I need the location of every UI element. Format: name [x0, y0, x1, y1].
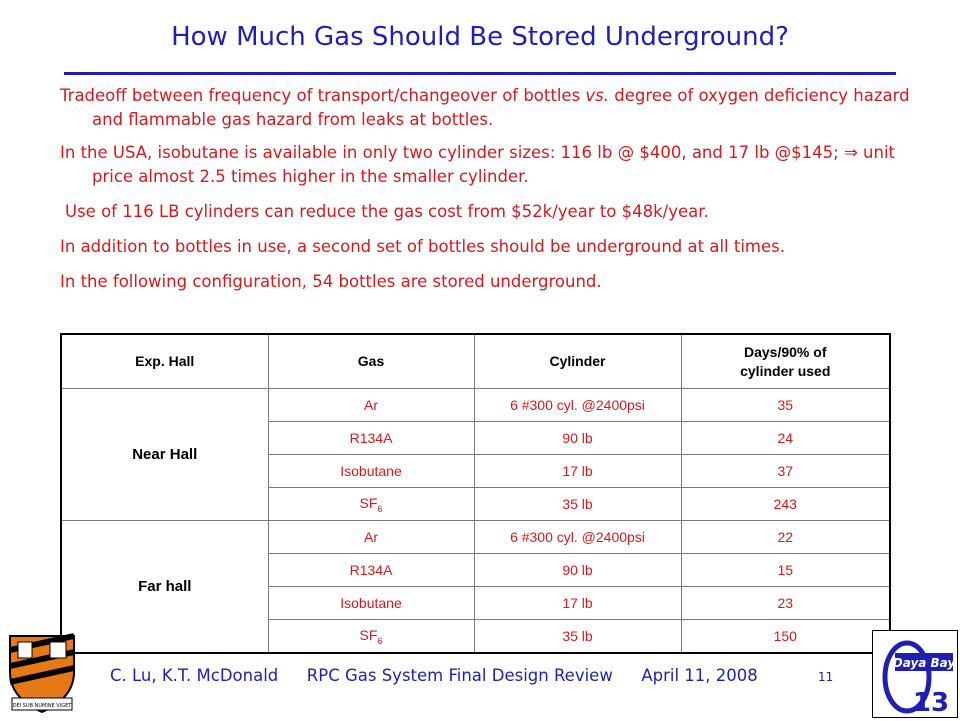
bullet-tradeoff-b: degree of oxygen deficiency hazard and flammable gas hazard from leaks at bottles. [92, 86, 910, 129]
shield-icon [6, 632, 78, 714]
header-cylinder: Cylinder [474, 334, 681, 389]
gas-cell [268, 620, 474, 654]
far-hall-cell: Far hall [61, 521, 268, 654]
cylinder-cell: 35 lb [474, 488, 681, 521]
header-exp-hall: Exp. Hall [61, 334, 268, 389]
header-gas: Gas [268, 334, 474, 389]
cylinder-cell: 6 #300 cyl. @2400psi [474, 389, 681, 422]
cylinder-cell: 17 lb [474, 455, 681, 488]
days-cell: 24 [681, 422, 890, 455]
footer-event: RPC Gas System Final Design Review [306, 666, 613, 685]
gas-cell: Isobutane [268, 587, 474, 620]
days-cell: 35 [681, 389, 890, 422]
cylinder-cell: 35 lb [474, 620, 681, 654]
table-row [61, 521, 890, 554]
bullet-usa-a: In the USA, isobutane is available in only two cylinder sizes: 116 lb @ $400, and 17 lb @$145; [60, 143, 844, 162]
table-row [61, 389, 890, 422]
bullet-usa [60, 141, 940, 189]
implies-arrow: ⇒ [843, 143, 858, 162]
table-header-row [61, 334, 890, 389]
bullet-tradeoff [60, 84, 940, 132]
days-cell: 150 [681, 620, 890, 654]
cylinder-cell: 17 lb [474, 587, 681, 620]
days-cell: 22 [681, 521, 890, 554]
title-underline [64, 72, 896, 75]
page-number: 11 [818, 670, 834, 684]
cylinder-cell: 90 lb [474, 422, 681, 455]
gas-cell: Isobutane [268, 455, 474, 488]
theta13-icon [873, 631, 957, 717]
bullet-cost: Use of 116 LB cylinders can reduce the gas cost from $52k/year to $48k/year. [65, 202, 709, 221]
slide-title: How Much Gas Should Be Stored Underground? [171, 22, 789, 52]
footer [110, 666, 758, 685]
days-cell: 15 [681, 554, 890, 587]
footer-authors: C. Lu, K.T. McDonald [110, 666, 279, 685]
gas-cell: Ar [268, 521, 474, 554]
gas-subscript: 6 [377, 635, 383, 646]
gas-cell [268, 488, 474, 521]
bullet-tradeoff-a: Tradeoff between frequency of transport/changeover of bottles [60, 86, 586, 105]
princeton-shield-logo [6, 632, 78, 714]
days-cell: 243 [681, 488, 890, 521]
gas-cell: Ar [268, 389, 474, 422]
gas-subscript: 6 [377, 503, 383, 514]
gas-name: SF [359, 626, 378, 643]
cylinder-cell: 90 lb [474, 554, 681, 587]
shield-motto: DEI SUB NUMINE VIGET [12, 703, 72, 709]
daya-bay-text: Daya Bay [892, 656, 956, 670]
bullet-tradeoff-vs: vs. [585, 86, 610, 105]
bullet-configuration: In the following configuration, 54 bottles are stored underground. [60, 272, 602, 291]
cylinder-cell: 6 #300 cyl. @2400psi [474, 521, 681, 554]
days-cell: 37 [681, 455, 890, 488]
bullet-usa-b: unit price almost 2.5 times higher in the smaller cylinder. [92, 143, 895, 186]
bullet-second-set: In addition to bottles in use, a second set of bottles should be underground at all times. [60, 237, 785, 256]
gas-cell: R134A [268, 554, 474, 587]
days-cell: 23 [681, 587, 890, 620]
near-hall-cell: Near Hall [61, 389, 268, 521]
header-days [681, 334, 890, 389]
daya-bay-logo [872, 630, 958, 718]
footer-date: April 11, 2008 [641, 666, 758, 685]
header-days-text: Days/90% of cylinder used [740, 343, 831, 379]
gas-storage-table [60, 333, 891, 654]
gas-cell: R134A [268, 422, 474, 455]
bullet-list [60, 84, 940, 305]
theta-thirteen-text: 13 [912, 688, 950, 717]
gas-name: SF [359, 494, 378, 511]
